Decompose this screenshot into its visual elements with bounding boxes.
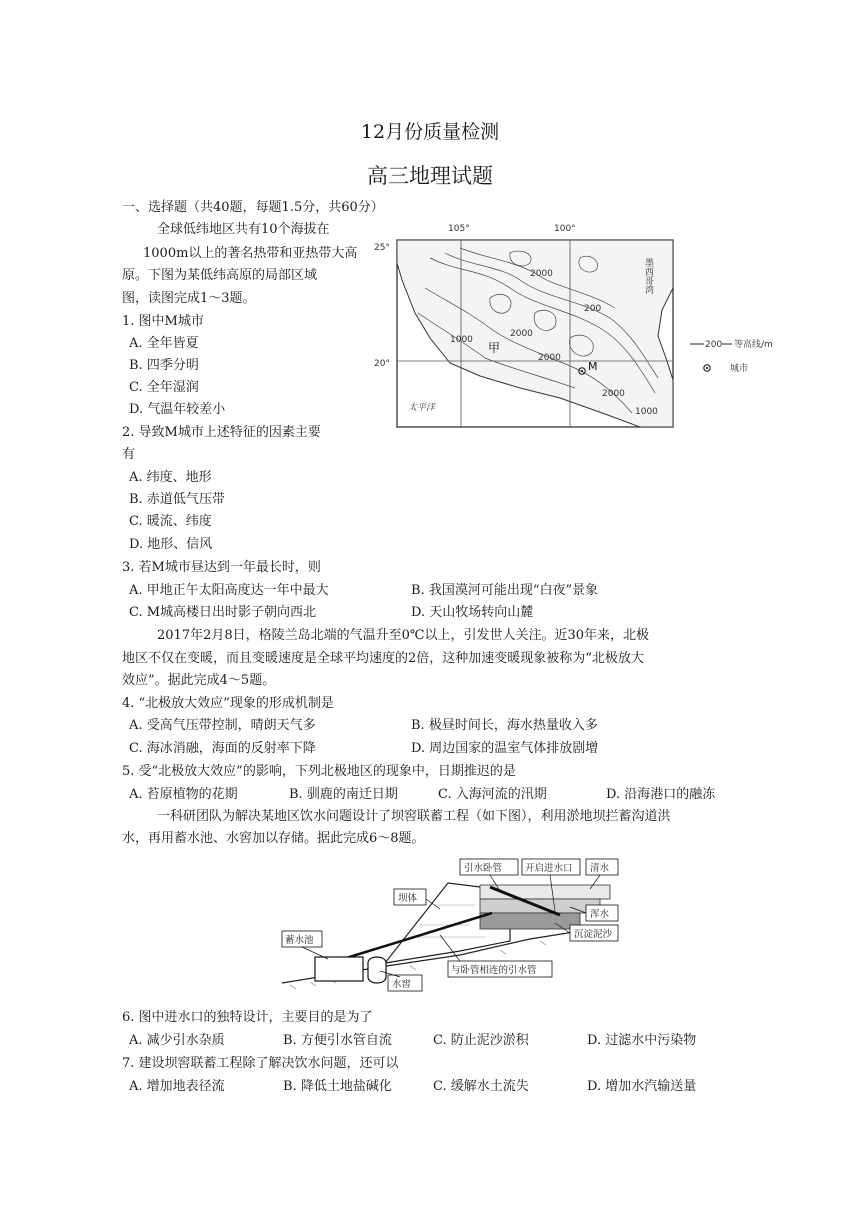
ocean-label-gulf: 墨西哥湾 <box>643 258 653 294</box>
q1-option: B. 四季分明 <box>129 358 199 373</box>
map-lon-right: 100° <box>554 224 576 234</box>
q1-option: A. 全年皆夏 <box>129 336 199 351</box>
reservoir-shape <box>315 957 363 981</box>
contour-label: 2000 <box>602 389 625 399</box>
ocean-label-pacific: 太平洋 <box>408 403 436 413</box>
q2-stem: 2. 导致M城市上述特征的因素主要 <box>122 425 321 440</box>
q7-option: B. 降低土地盐碱化 <box>283 1079 392 1094</box>
map-lat-bottom: 20° <box>374 359 390 369</box>
q6-option: C. 防止泥沙淤积 <box>433 1033 529 1048</box>
q2-option: C. 暖流、纬度 <box>129 514 212 529</box>
place-label-jia: 甲 <box>488 341 501 355</box>
intro3-line: 一科研团队为解决某地区饮水问题设计了坝窖联蓄工程（如下图），利用淤地坝拦蓄沟道洪 <box>157 809 671 824</box>
intro1-line: 1000m以上的著名热带和亚热带大高 <box>143 246 358 261</box>
cellar-shape <box>368 957 386 983</box>
q4-option: A. 受高气压带控制，晴朗天气多 <box>129 718 316 733</box>
intro1-line: 图，读图完成1～3题。 <box>122 291 256 306</box>
doc-subtitle: 高三地理试题 <box>367 164 493 188</box>
intro2-line: 2017年2月8日，格陵兰岛北端的气温升至0℃以上，引发世人关注。近30年来，北极 <box>157 628 649 643</box>
contour-label: 200 <box>584 304 602 314</box>
q7-option: C. 缓解水土流失 <box>433 1079 529 1094</box>
intro2-line: 效应”。据此完成4～5题。 <box>122 673 276 688</box>
map-lat-top: 25° <box>374 243 390 253</box>
section-heading: 一、选择题（共40题，每题1.5分，共60分） <box>122 200 384 215</box>
q2-option: B. 赤道低气压带 <box>129 492 225 507</box>
intro3-line: 水，再用蓄水池、水窖加以存储。据此完成6～8题。 <box>122 831 425 846</box>
q3-option: A. 甲地正午太阳高度达一年中最大 <box>129 583 329 598</box>
doc-title: 12月份质量检测 <box>360 121 500 143</box>
intro2-line: 地区不仅在变暖，而且变暖速度是全球平均速度的2倍，这种加速变暖现象被称为“北极放大 <box>122 651 644 666</box>
label-intake-pipe: 引水卧管 <box>464 863 503 874</box>
label-muddy-water: 浑水 <box>590 909 610 920</box>
q6-option: B. 方便引水管自流 <box>283 1033 392 1048</box>
q1-option: D. 气温年较差小 <box>129 402 226 417</box>
contour-label: 2000 <box>538 353 561 363</box>
q2-option: A. 纬度、地形 <box>129 470 212 485</box>
topographic-map <box>370 218 790 432</box>
q3-stem: 3. 若M城市昼达到一年最长时，则 <box>122 560 321 575</box>
q5-option: B. 驯鹿的南迁日期 <box>289 787 398 802</box>
sediment-layer <box>480 913 580 929</box>
legend-city-icon-dot <box>706 367 708 369</box>
q6-stem: 6. 图中进水口的独特设计，主要目的是为了 <box>122 1010 373 1025</box>
q6-option: A. 减少引水杂质 <box>129 1033 225 1048</box>
contour-label: 1000 <box>635 407 658 417</box>
q6-option: D. 过滤水中污染物 <box>587 1033 697 1048</box>
q2-option: D. 地形、信风 <box>129 537 213 552</box>
map-lon-left: 105° <box>448 224 470 234</box>
label-reservoir: 蓄水池 <box>285 935 314 946</box>
dam-diagram <box>270 855 630 995</box>
intro1-line: 全球低纬地区共有10个海拔在 <box>157 222 330 237</box>
contour-label: 2000 <box>530 269 553 279</box>
q3-option: D. 天山牧场转向山麓 <box>411 605 534 620</box>
q7-option: D. 增加水汽输送量 <box>587 1079 697 1094</box>
legend-contour-label: 等高线/m <box>734 340 773 350</box>
q1-option: C. 全年湿润 <box>129 380 199 395</box>
q4-option: C. 海冰消融，海面的反射率下降 <box>129 741 316 756</box>
contour-label: 1000 <box>450 335 473 345</box>
legend-city-label: 城市 <box>730 364 749 374</box>
q4-option: B. 极昼时间长，海水热量收入多 <box>411 718 598 733</box>
label-dam-body: 坝体 <box>398 893 418 904</box>
label-connected-pipe: 与卧管相连的引水管 <box>451 965 537 976</box>
label-sediment: 沉淀泥沙 <box>574 929 613 940</box>
city-marker-m-dot <box>581 370 583 372</box>
q2-stem: 有 <box>122 447 136 462</box>
label-clear-water: 清水 <box>590 863 610 874</box>
q5-stem: 5. 受“北极放大效应”的影响，下列北极地区的现象中，日期推迟的是 <box>122 764 516 779</box>
legend-contour-value: 200 <box>705 340 723 350</box>
q5-option: D. 沿海港口的融冻 <box>606 787 716 802</box>
q5-option: C. 入海河流的汛期 <box>438 787 547 802</box>
q1-stem: 1. 图中M城市 <box>122 314 204 329</box>
q4-option: D. 周边国家的温室气体排放剧增 <box>411 741 599 756</box>
q3-option: C. M城高楼日出时影子朝向西北 <box>129 605 317 620</box>
place-label-m: M <box>588 360 598 373</box>
q3-option: B. 我国漠河可能出现“白夜”景象 <box>411 583 599 598</box>
q4-stem: 4. “北极放大效应”现象的形成机制是 <box>122 696 334 711</box>
q5-option: A. 苔原植物的花期 <box>129 787 238 802</box>
intro1-line: 原。下图为某低纬高原的局部区域 <box>122 268 318 283</box>
contour-label: 2000 <box>510 329 533 339</box>
q7-option: A. 增加地表径流 <box>129 1079 225 1094</box>
label-open-inlet: 开启进水口 <box>525 863 573 874</box>
q7-stem: 7. 建设坝窖联蓄工程除了解决饮水问题，还可以 <box>122 1056 399 1071</box>
label-cellar: 水窖 <box>392 979 412 990</box>
